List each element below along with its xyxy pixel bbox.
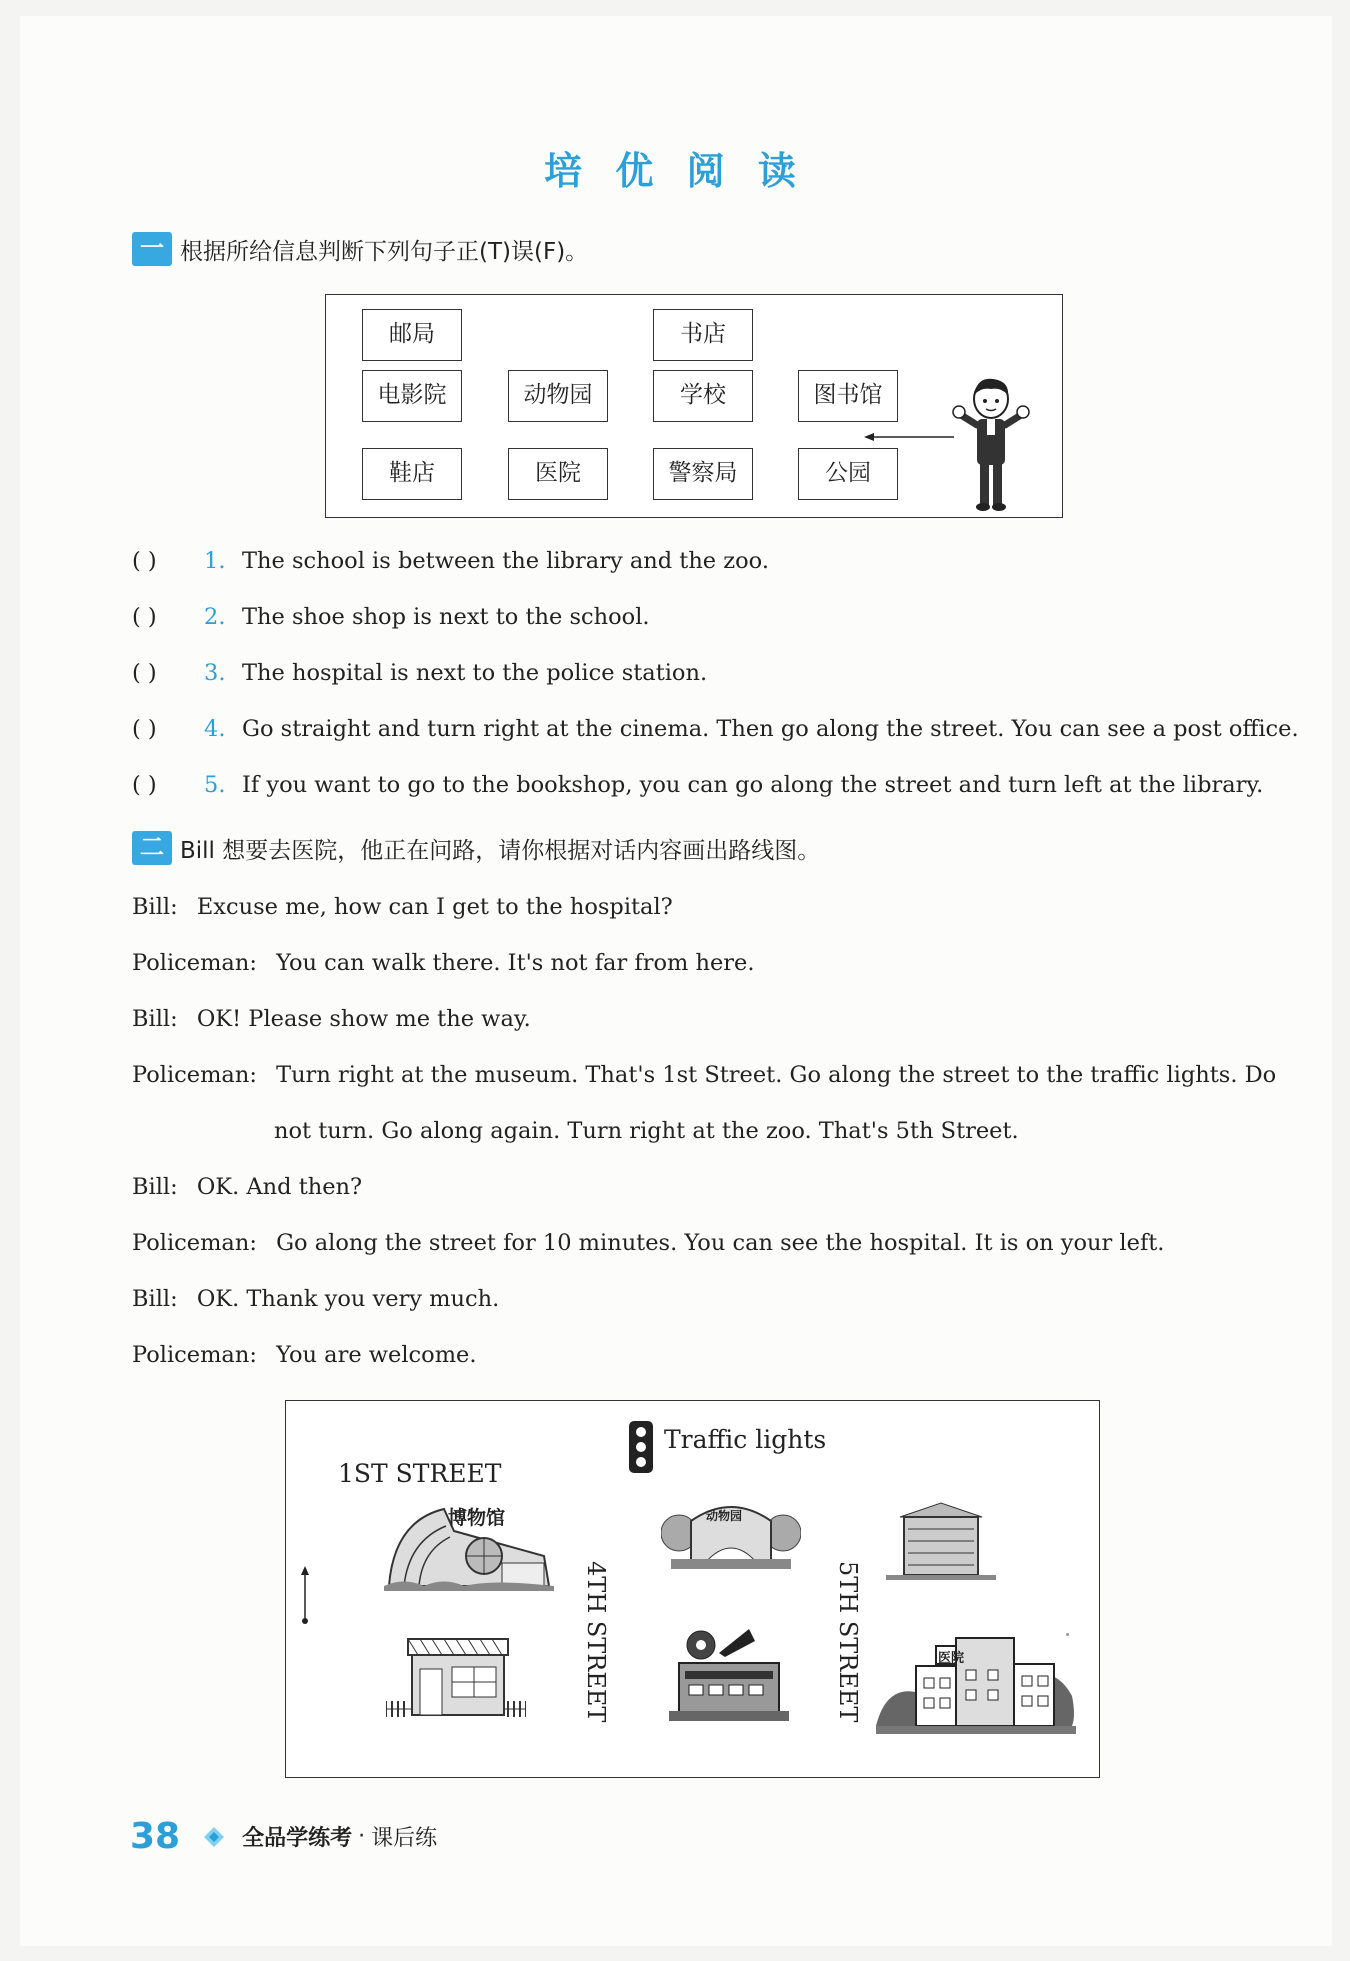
question-4	[132, 716, 1299, 742]
section1-badge: 一	[132, 232, 172, 266]
question-number: 3.	[204, 660, 226, 686]
places-map	[325, 294, 1063, 518]
zoo-sign: 动物园	[706, 1509, 743, 1523]
place-school: 学校	[653, 370, 753, 422]
street-1-label: 1ST STREET	[338, 1459, 502, 1488]
office-building-icon	[886, 1501, 996, 1581]
dialogue-line	[132, 1062, 1276, 1088]
hospital-icon	[876, 1626, 1076, 1736]
traffic-light-icon	[629, 1421, 653, 1473]
street-5-label: 5TH STREET	[834, 1561, 862, 1723]
page-number: 38	[130, 1816, 181, 1857]
line-text: Go along the street for 10 minutes. You can see the hospital. It is on your left.	[276, 1230, 1165, 1256]
question-text: If you want to go to the bookshop, you can go along the street and turn left at the library.	[242, 772, 1264, 798]
line-text: You can walk there. It's not far from here.	[276, 950, 755, 976]
speaker: Bill:	[132, 894, 178, 920]
place-police-station: 警察局	[653, 448, 753, 500]
place-cinema: 电影院	[362, 370, 462, 422]
question-text: The shoe shop is next to the school.	[242, 604, 650, 630]
book-title: 全品学练考	[242, 1826, 353, 1851]
question-2	[132, 604, 650, 630]
speaker: Policeman:	[132, 950, 257, 976]
line-text: OK. Thank you very much.	[196, 1286, 500, 1312]
hospital-sign: 医院	[938, 1651, 965, 1666]
shop-icon	[386, 1631, 526, 1721]
traffic-lights-label: Traffic lights	[664, 1425, 827, 1454]
question-number: 5.	[204, 772, 226, 798]
route-map	[285, 1400, 1100, 1778]
answer-bracket[interactable]: ( )	[132, 660, 157, 686]
question-5	[132, 772, 1263, 798]
up-arrow-icon	[298, 1566, 312, 1626]
question-1	[132, 548, 769, 574]
left-arrow-icon	[864, 432, 954, 442]
dot-mark	[1066, 1633, 1069, 1636]
boy-figure-icon	[951, 375, 1031, 515]
dialogue-line	[132, 1174, 362, 1200]
place-zoo: 动物园	[508, 370, 608, 422]
speaker: Policeman:	[132, 1342, 257, 1368]
speaker: Bill:	[132, 1286, 178, 1312]
footer-subtitle: 课后练	[371, 1826, 438, 1851]
dialogue-line	[132, 1230, 1164, 1256]
answer-bracket[interactable]: ( )	[132, 548, 157, 574]
section1-instruction: 根据所给信息判断下列句子正(T)误(F)。	[180, 238, 589, 265]
place-shoe-shop: 鞋店	[362, 448, 462, 500]
dialogue-line	[132, 894, 673, 920]
question-number: 1.	[204, 548, 226, 574]
question-3	[132, 660, 707, 686]
question-text: The school is between the library and the zoo.	[242, 548, 769, 574]
diamond-icon	[202, 1825, 226, 1849]
line-text: You are welcome.	[276, 1342, 477, 1368]
speaker: Policeman:	[132, 1062, 257, 1088]
line-text: OK! Please show me the way.	[196, 1006, 531, 1032]
zoo-gate-icon	[661, 1493, 801, 1573]
footer	[130, 1816, 437, 1857]
section1-header	[132, 232, 588, 266]
line-text: OK. And then?	[196, 1174, 363, 1200]
section2-badge: 二	[132, 831, 172, 865]
section2-header	[132, 831, 820, 865]
line-text: Turn right at the museum. That's 1st Street. Go along the street to the traffic lights. Do	[276, 1062, 1277, 1088]
place-park: 公园	[798, 448, 898, 500]
cinema-icon	[669, 1623, 789, 1723]
question-text: Go straight and turn right at the cinema. Then go along the street. You can see a post office.	[242, 716, 1299, 742]
street-4-label: 4TH STREET	[582, 1561, 610, 1723]
line-text: Excuse me, how can I get to the hospital?	[196, 894, 673, 920]
page-title: 培 优 阅 读	[544, 149, 806, 193]
question-number: 2.	[204, 604, 226, 630]
dialogue-line	[132, 1342, 477, 1368]
dialogue-line	[132, 1006, 531, 1032]
dialogue-line	[132, 1286, 499, 1312]
speaker: Bill:	[132, 1006, 178, 1032]
speaker: Policeman:	[132, 1230, 257, 1256]
line-text: not turn. Go along again. Turn right at the zoo. That's 5th Street.	[274, 1118, 1019, 1144]
place-post-office: 邮局	[362, 309, 462, 361]
place-library: 图书馆	[798, 370, 898, 422]
footer-dot: ·	[358, 1824, 366, 1849]
dialogue-line	[132, 950, 755, 976]
speaker: Bill:	[132, 1174, 178, 1200]
museum-label: 博物馆	[448, 1507, 506, 1529]
place-bookshop: 书店	[653, 309, 753, 361]
answer-bracket[interactable]: ( )	[132, 716, 157, 742]
section2-instruction: Bill 想要去医院，他正在问路，请你根据对话内容画出路线图。	[180, 837, 821, 864]
question-number: 4.	[204, 716, 226, 742]
answer-bracket[interactable]: ( )	[132, 604, 157, 630]
answer-bracket[interactable]: ( )	[132, 772, 157, 798]
question-text: The hospital is next to the police station.	[242, 660, 708, 686]
dialogue-line-continued	[274, 1118, 1019, 1144]
place-hospital: 医院	[508, 448, 608, 500]
